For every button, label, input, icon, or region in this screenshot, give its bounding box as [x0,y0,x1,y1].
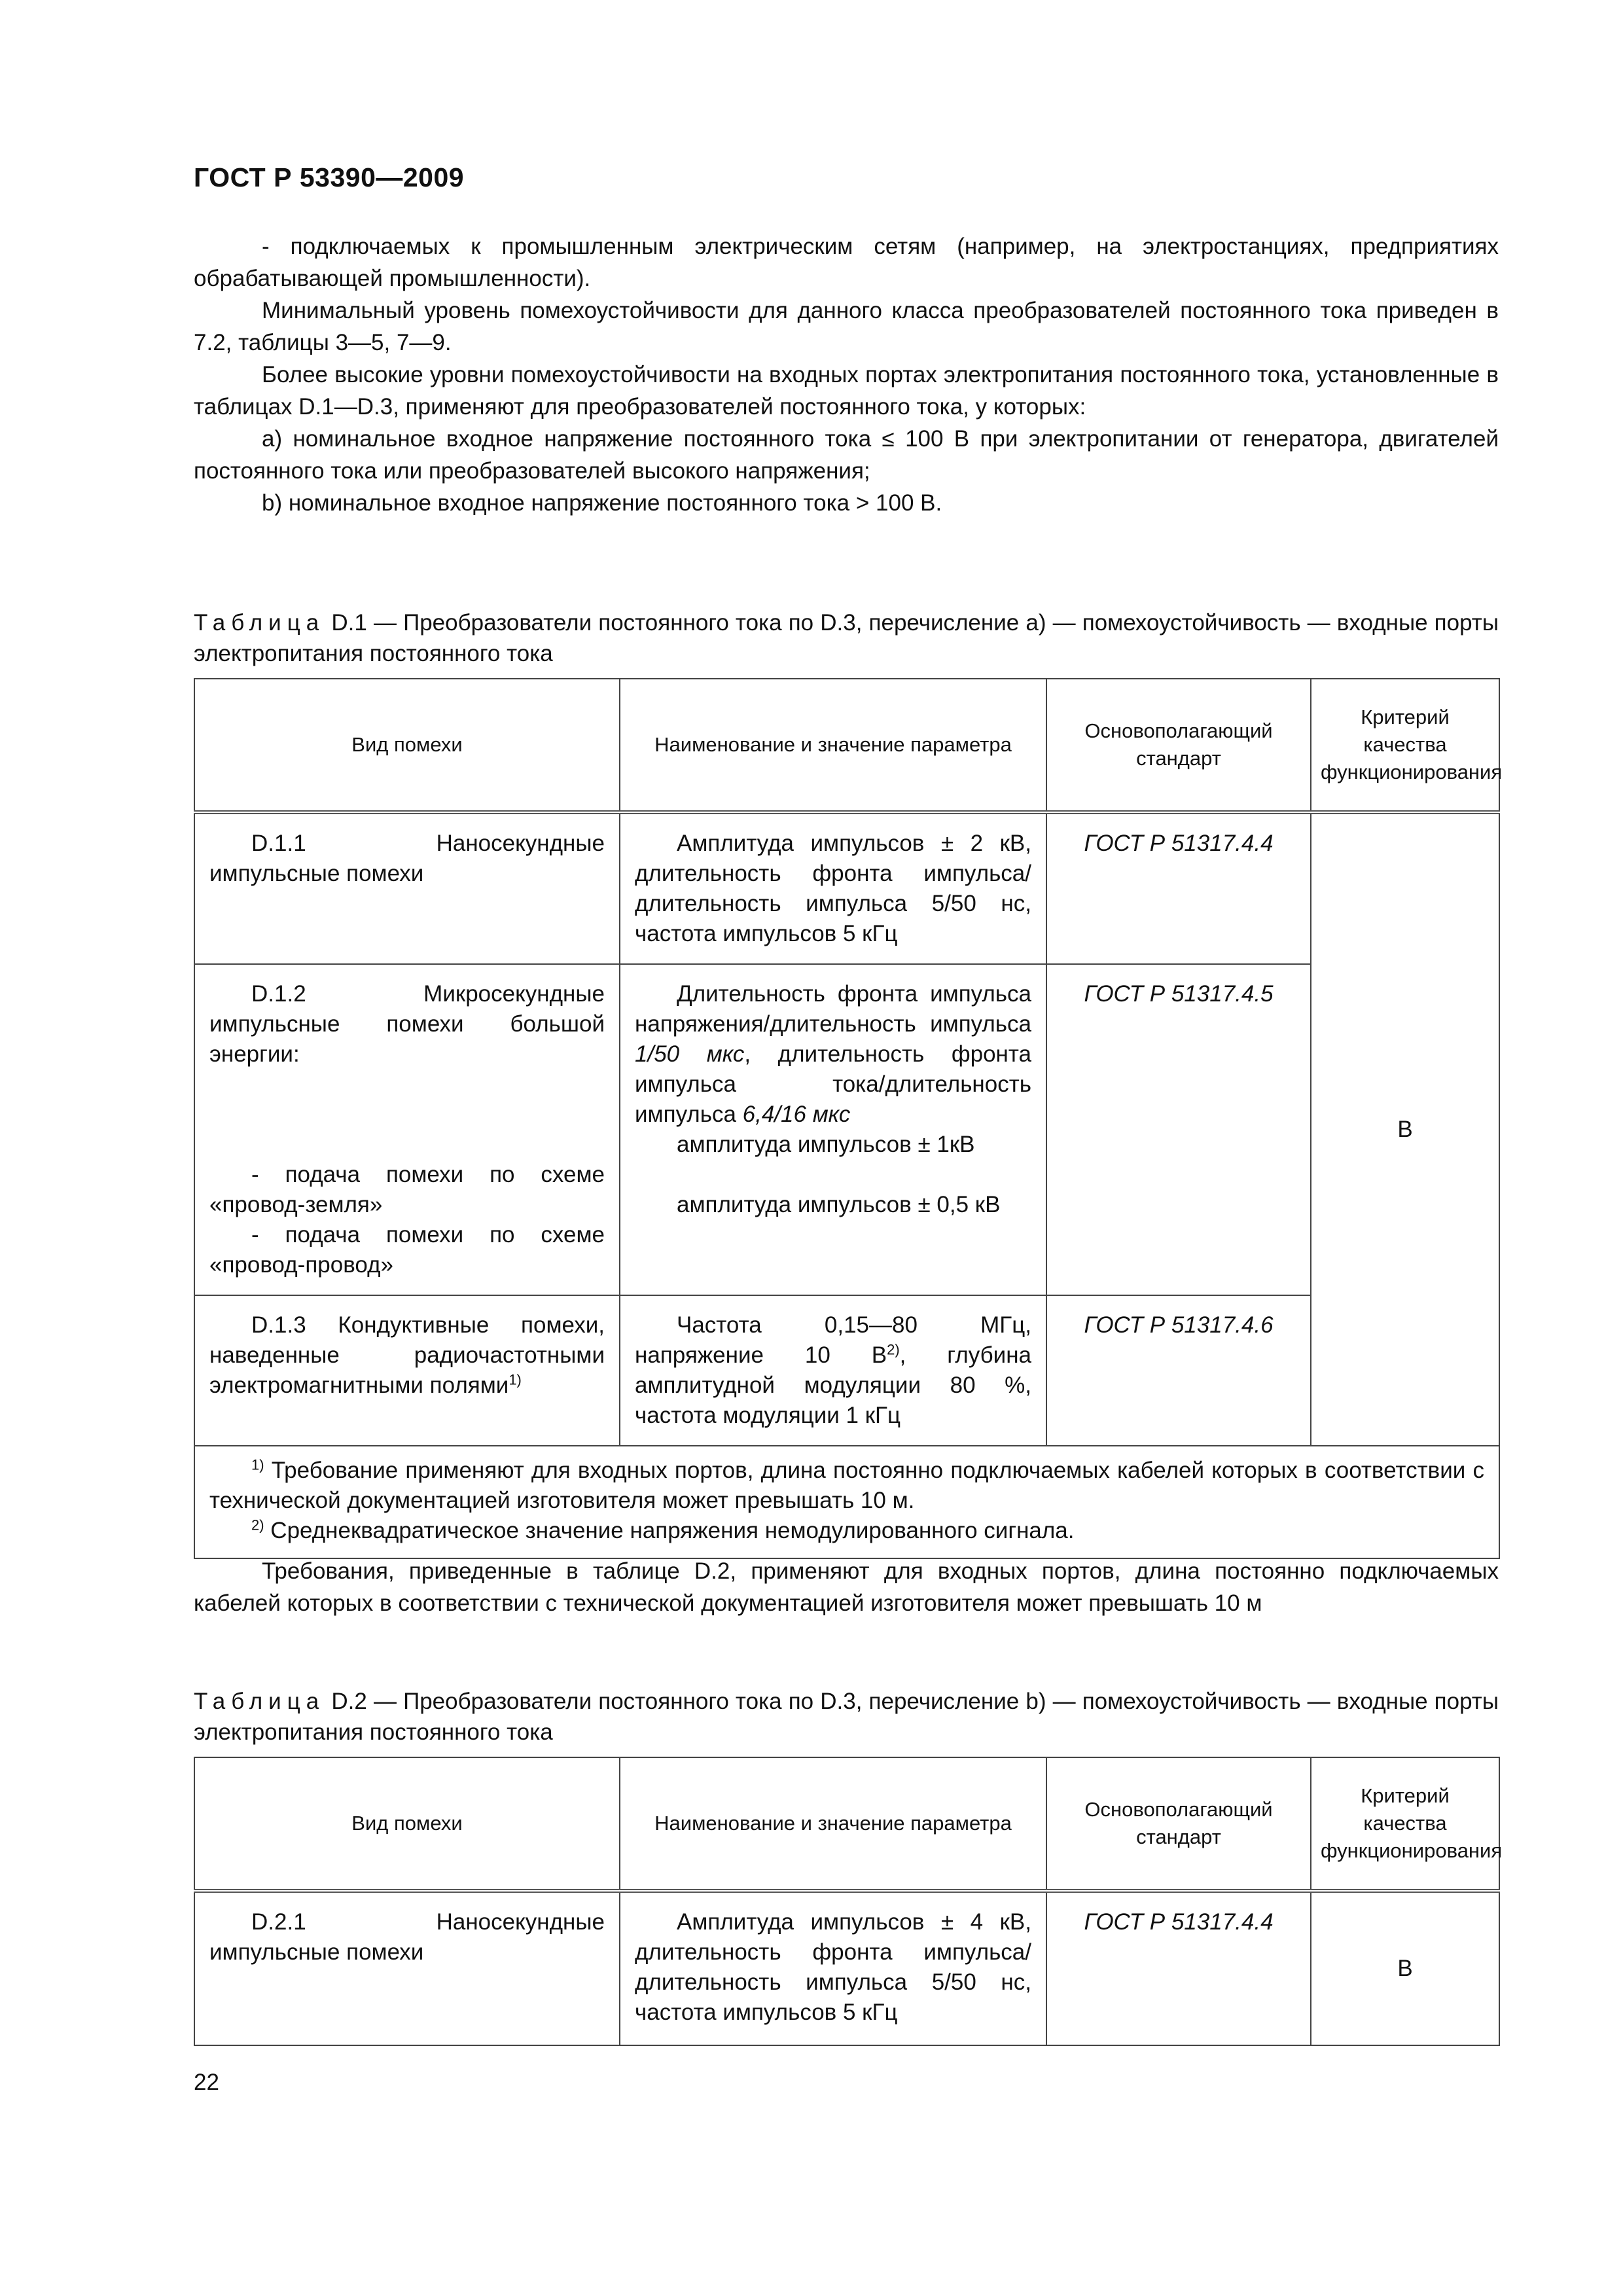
table2-header-param: Наименование и значение параметра [620,1757,1046,1891]
table1-caption-text: D.1 — Преобразователи постоянного тока по D.3, перечисление а) — помехоустойчивость — входные порты электропитания постоянного тока [194,610,1499,666]
intro-paragraph: b) номинальное входное напряжение постоянного тока > 100 В. [262,490,942,516]
table1-header-param: Наименование и значение параметра [620,679,1046,812]
table-d2 [194,1757,1503,2046]
table2-cell-param: Амплитуда импульсов ± 4 кВ, длительность фронта импульса/длительность импульса 5/50 нс, частота импульсов 5 кГц [620,1891,1046,2045]
table2-header-criterion: Критерий качества функционирования [1311,1757,1499,1891]
intro-paragraph: а) номинальное входное напряжение постоянного тока ≤ 100 В при электропитании от генератора, двигателей постоянного тока или преобразователей высокого напряжения; [194,426,1499,484]
table1-cell-type: D.1.1 Наносекундные импульсные помехи [194,812,620,964]
table1-caption-word: Таблица [194,610,325,636]
table2-cell-type: D.2.1 Наносекундные импульсные помехи [194,1891,620,2045]
table2-cell-criterion: B [1311,1891,1499,2045]
document-header: ГОСТ Р 53390—2009 [194,162,465,192]
intro-paragraph: Более высокие уровни помехоустойчивости на входных портах электропитания постоянного тока, установленные в таблицах D.1—D.3, применяют для преобразователей постоянного тока, у которых: [194,362,1499,420]
table1-header-type: Вид помехи [194,679,620,812]
page-number: 22 [194,2070,219,2095]
table1-cell-param: Амплитуда импульсов ± 2 кВ, длительность фронта импульса/длительность импульса 5/50 нс, частота импульсов 5 кГц [620,812,1046,964]
table1-cell-type: D.1.2 Микросекундные импульсные помехи большой энергии: - подача помехи по схеме «провод-земля» - подача помехи по схеме «провод-провод» [194,964,620,1295]
table1-cell-standard: ГОСТ Р 51317.4.4 [1046,812,1311,964]
table-row [194,964,1499,1295]
table1-cell-standard: ГОСТ Р 51317.4.5 [1046,964,1311,1295]
table2-header-type: Вид помехи [194,1757,620,1891]
table1-cell-criterion: B [1311,812,1499,1446]
table1-header-standard: Основополагающий стандарт [1046,679,1311,812]
between-text [194,1555,1499,1619]
table-row [194,812,1499,964]
table2-caption-word: Таблица [194,1689,325,1714]
footnote: $^{1)}$ Требование применяют для входных портов, длина постоянно подключаемых кабелей которых в соответствии с технической документацией изготовителя может превышать 10 м. [209,1456,1484,1513]
intro-paragraph: - подключаемых к промышленным электрическим сетям (например, на электростанциях, предприятиях обрабатывающей промышленности). [194,234,1499,291]
intro-paragraph: Минимальный уровень помехоустойчивости для данного класса преобразователей постоянного тока приведен в 7.2, таблицы 3—5, 7—9. [194,298,1499,355]
table2-caption [194,1686,1499,1748]
table-d1 [194,678,1503,1559]
table1-cell-standard: ГОСТ Р 51317.4.6 [1046,1295,1311,1446]
table2-caption-text: D.2 — Преобразователи постоянного тока по D.3, перечисление b) — помехоустойчивость — входные порты электропитания постоянного тока [194,1689,1499,1745]
table2-header-standard: Основополагающий стандарт [1046,1757,1311,1891]
footnote: $^{2)}$ Среднеквадратическое значение напряжения немодулированного сигнала. [251,1516,1075,1543]
table-row [194,1295,1499,1446]
table1-cell-param: Частота 0,15—80 МГц, напряжение 10 $В^{2)}$, глубина амплитудной модуляции 80 %, частота модуляции 1 кГц [620,1295,1046,1446]
table1-cell-type: D.1.3 Кондуктивные помехи, наведенные радиочастотными электромагнитными полями$^{1)}$ [194,1295,620,1446]
table1-caption [194,607,1499,669]
table-row [194,1891,1499,2045]
intro-text [194,230,1499,519]
between-paragraph: Требования, приведенные в таблице D.2, применяют для входных портов, длина постоянно подключаемых кабелей которых в соответствии с технической документацией изготовителя может превышать 10 м [194,1558,1499,1616]
table1-header-criterion: Критерий качества функционирования [1311,679,1499,812]
table2-cell-standard: ГОСТ Р 51317.4.4 [1046,1891,1311,2045]
table1-footnotes [194,1446,1499,1558]
table1-cell-param: Длительность фронта импульса напряжения/длительность импульса 1/50 мкс, длительность фронта импульса тока/длительность импульса 6,4/16 мкс амплитуда импульсов ± 1кВ амплитуда импульсов ± 0,5 кВ [620,964,1046,1295]
